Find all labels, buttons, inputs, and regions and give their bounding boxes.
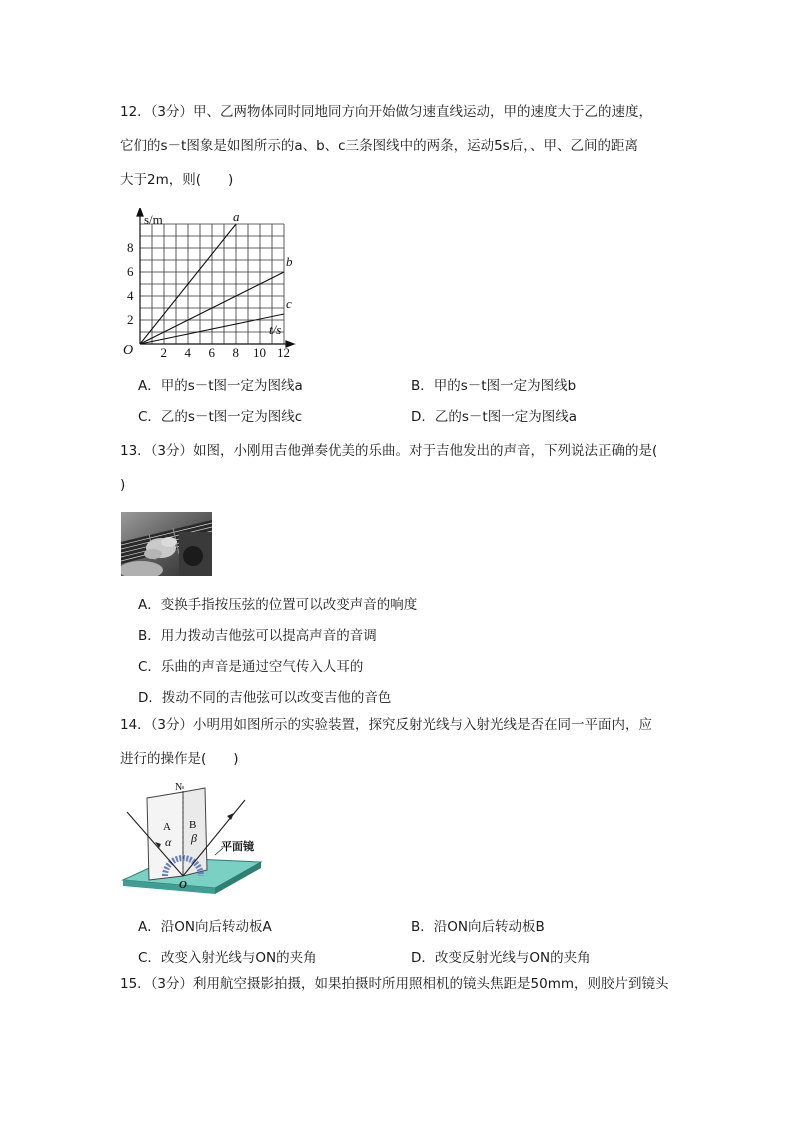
series-label-b: b (286, 254, 293, 269)
q13-option-b[interactable]: B．用力拨动吉他弦可以提高声音的音调 (138, 628, 377, 644)
q13-option-c[interactable]: C．乐曲的声音是通过空气传入人耳的 (138, 659, 364, 675)
series-label-c: c (286, 296, 292, 311)
y-tick-label: 2 (127, 312, 134, 327)
x-axis-label: t/s (269, 322, 282, 337)
x-tick-label: 4 (184, 345, 191, 358)
q14-option-c[interactable]: C．改变入射光线与ON的夹角 (138, 950, 317, 966)
q15-line-1: 15．（3分）利用航空摄影拍摄，如果拍摄时所用照相机的镜头焦距是50mm，则胶片到镜头 (120, 976, 669, 992)
x-tick-label: 2 (160, 345, 167, 358)
q14-option-b[interactable]: B．沿ON向后转动板B (411, 919, 545, 935)
q12-line-2: 它们的s－t图象是如图所示的a、b、c三条图线中的两条，运动5s后，、甲、乙间的距离 (120, 138, 638, 154)
st-graph (118, 208, 298, 358)
q14-line-1: 14．（3分）小明用如图所示的实验装置，探究反射光线与入射光线是否在同一平面内，应 (120, 717, 653, 733)
q13-line-1: 13．（3分）如图，小刚用吉他弹奏优美的乐曲。对于吉他发出的声音，下列说法正确的是( (120, 443, 658, 459)
q12-option-a[interactable]: A．甲的s－t图一定为图线a (138, 378, 303, 394)
x-tick-label: 6 (208, 345, 215, 358)
y-axis-label: s/m (144, 212, 163, 227)
question-12 (120, 95, 680, 197)
label-b: B (189, 819, 197, 831)
q12-option-b[interactable]: B．甲的s－t图一定为图线b (411, 378, 577, 394)
q13-option-d[interactable]: D．拨动不同的吉他弦可以改变吉他的音色 (138, 690, 392, 706)
x-tick-label: 12 (277, 345, 290, 358)
y-tick-label: 8 (127, 240, 134, 255)
q13-option-a[interactable]: A．变换手指按压弦的位置可以改变声音的响度 (138, 597, 418, 613)
label-a: A (163, 821, 171, 833)
series-label-a: a (233, 209, 240, 224)
y-tick-label: 6 (127, 264, 134, 279)
question-13 (120, 434, 680, 502)
q14-option-a[interactable]: A．沿ON向后转动板A (138, 919, 272, 935)
x-tick-label: 10 (253, 345, 266, 358)
label-alpha: α (165, 835, 172, 849)
q12-line-1: 12．（3分）甲、乙两物体同时同地同方向开始做匀速直线运动，甲的速度大于乙的速度， (120, 104, 653, 120)
y-axis-arrow (137, 208, 143, 216)
q13-line-2: ) (120, 477, 126, 493)
label-o: O (179, 879, 187, 891)
q12-option-d[interactable]: D．乙的s－t图一定为图线a (411, 409, 577, 425)
label-plane-mirror: 平面镜 (221, 841, 254, 853)
st-graph-grid (140, 224, 284, 344)
q14-option-d[interactable]: D．改变反射光线与ON的夹角 (411, 950, 591, 966)
guitar-photo (121, 512, 212, 576)
question-15 (120, 967, 680, 1001)
label-beta: β (191, 831, 197, 845)
x-tick-label: 8 (232, 345, 239, 358)
reflection-apparatus (119, 780, 264, 905)
label-n: N (175, 782, 183, 793)
y-tick-label: 4 (127, 288, 134, 303)
q12-line-3: 大于2m，则( ) (120, 172, 234, 188)
q12-option-c[interactable]: C．乙的s－t图一定为图线c (138, 409, 303, 425)
question-14 (120, 708, 680, 776)
origin-label: O (123, 343, 134, 358)
q14-line-2: 进行的操作是( ) (120, 751, 239, 767)
